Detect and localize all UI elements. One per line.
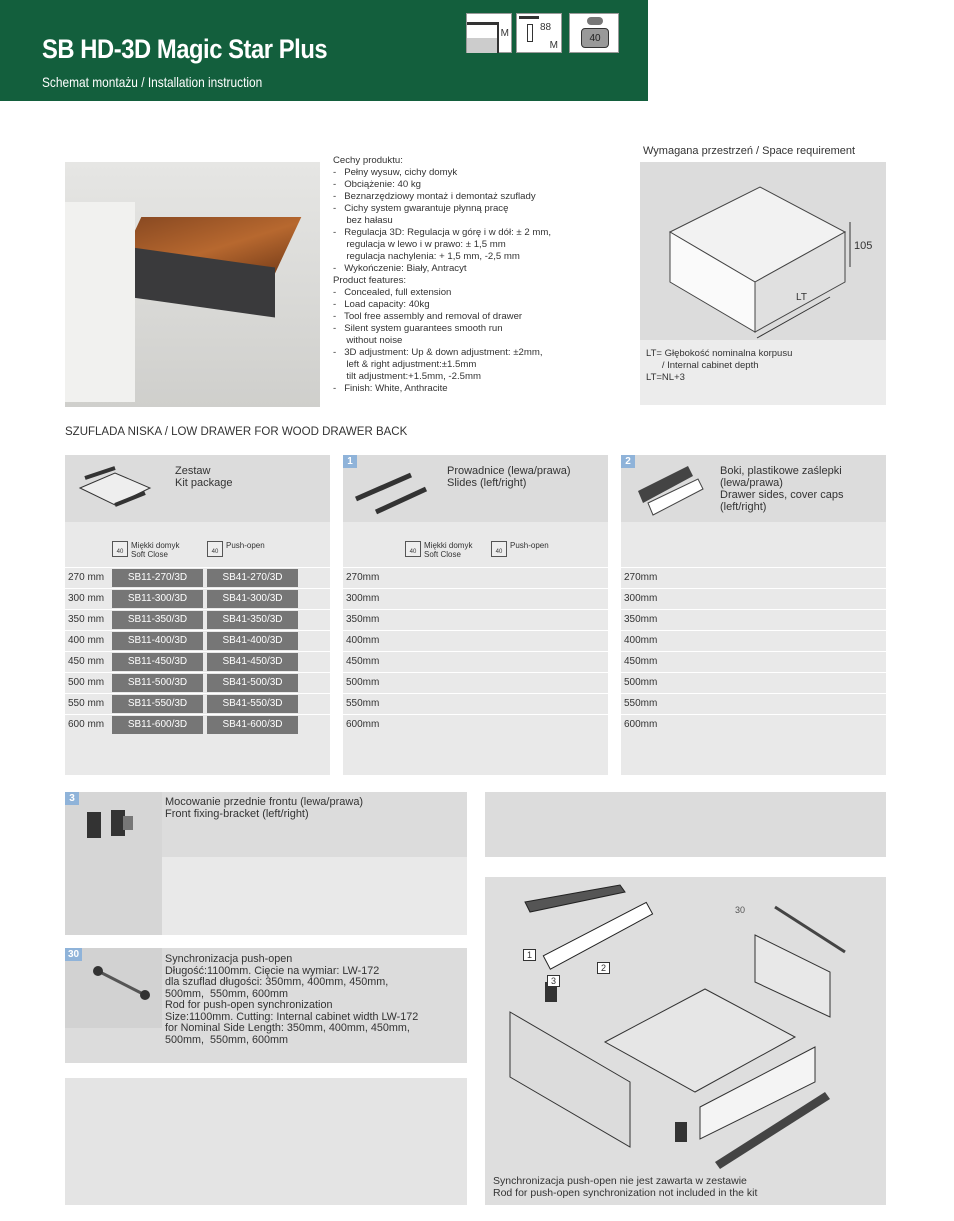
table-row <box>621 714 886 734</box>
table-row <box>65 714 330 734</box>
table-row <box>343 567 608 587</box>
feature-line: - Obciążenie: 40 kg <box>333 179 421 190</box>
section-title: SZUFLADA NISKA / LOW DRAWER FOR WOOD DRAWER BACK <box>65 426 408 438</box>
size-label: 400mm <box>346 635 380 646</box>
push-open-option <box>491 541 549 557</box>
space-heading: Wymagana przestrzeń / Space requirement <box>643 145 856 157</box>
soft-close-code: SB11-550/3D <box>112 695 203 713</box>
size-label: 450mm <box>624 656 658 667</box>
size-label: 270mm <box>624 572 658 583</box>
callout-3: 3 <box>547 975 560 987</box>
soft-label: Miękki domyk <box>131 541 180 550</box>
size-label: 600 mm <box>68 719 105 730</box>
note-line: / Internal cabinet depth <box>646 360 759 371</box>
push-open-code: SB41-270/3D <box>207 569 298 587</box>
soft-close-code: SB11-270/3D <box>112 569 203 587</box>
soft-close-code: SB11-300/3D <box>112 590 203 608</box>
table-row <box>343 651 608 671</box>
feature-line: - Wykończenie: Biały, Antracyt <box>333 263 467 274</box>
size-label: 500mm <box>346 677 380 688</box>
size-label: 350mm <box>624 614 658 625</box>
sides-header <box>621 455 886 522</box>
soft-close-option <box>405 541 472 559</box>
drawer-assembly-drawing <box>485 877 886 1177</box>
push-open-code: SB41-450/3D <box>207 653 298 671</box>
soft-close-code: SB11-400/3D <box>112 632 203 650</box>
feature-line: - Silent system guarantees smooth run <box>333 323 503 334</box>
callout-1: 1 <box>523 949 536 961</box>
bracket-title: Mocowanie przednie frontu (lewa/prawa) Front fixing-bracket (left/right) <box>165 796 364 820</box>
size-label: 500 mm <box>68 677 105 688</box>
size-label: 300mm <box>624 593 658 604</box>
note-line: LT= Głębokość nominalna korpusu <box>646 348 793 359</box>
badge-1: 1 <box>343 455 357 468</box>
table-row <box>621 651 886 671</box>
space-requirement-panel <box>640 162 886 405</box>
sync-rod-panel <box>65 948 467 1063</box>
size-label: 300mm <box>346 593 380 604</box>
front-bracket-icon <box>83 804 143 844</box>
header-banner <box>0 0 648 101</box>
table-row <box>621 693 886 713</box>
size-label: 550mm <box>624 698 658 709</box>
table-row <box>65 630 330 650</box>
table-row <box>343 693 608 713</box>
push-open-code: SB41-500/3D <box>207 674 298 692</box>
table-row <box>621 609 886 629</box>
kit-package-icon <box>75 463 155 513</box>
table-row <box>65 588 330 608</box>
exploded-diagram <box>485 877 886 1205</box>
product-photo <box>65 162 320 407</box>
feature-line: - Concealed, full extension <box>333 287 452 298</box>
page-subtitle: Schemat montażu / Installation instruction <box>42 74 263 90</box>
table-row <box>65 567 330 587</box>
size-label: 550mm <box>346 698 380 709</box>
product-features <box>333 155 623 395</box>
feature-line: - Finish: White, Anthracite <box>333 383 448 394</box>
push-label: Push-open <box>226 541 265 550</box>
empty-panel <box>485 792 886 857</box>
size-label: 300 mm <box>68 593 105 604</box>
callout-2: 2 <box>597 962 610 974</box>
slides-icon <box>351 467 431 517</box>
table-row <box>65 651 330 671</box>
size-label: 270 mm <box>68 572 105 583</box>
size-label: 450mm <box>346 656 380 667</box>
table-row <box>65 609 330 629</box>
table-row <box>343 588 608 608</box>
kit-header <box>65 455 330 522</box>
sides-panel <box>621 455 886 775</box>
feature-line: - Load capacity: 40kg <box>333 299 430 310</box>
soft-close-option <box>112 541 179 559</box>
size-label: 600mm <box>624 719 658 730</box>
push-label: Push-open <box>510 541 549 550</box>
weight-icon: 40 <box>207 541 223 557</box>
feature-line: - Pełny wysuw, cichy domyk <box>333 167 458 178</box>
table-row <box>343 714 608 734</box>
height-dimension: 105 <box>854 240 873 252</box>
feature-line: without noise <box>333 335 403 346</box>
sync-rod-description: Synchronizacja push-open Długość:1100mm. Cięcie na wymiar: LW-172 dla szuflad długości: 350mm, 400mm, 450mm, 500mm, 550mm, 600mm Rod for push-open synchronization Size:1100mm. Cutting: Internal cabinet width LW-172 for Nominal Side Length: 350mm, 400mm, 450mm, 500mm, 550mm, 600mm <box>165 953 419 1046</box>
soft-label-en: Soft Close <box>131 550 168 559</box>
feature-line: - Regulacja 3D: Regulacja w górę i w dół: ± 2 mm, <box>333 227 552 238</box>
push-open-code: SB41-600/3D <box>207 716 298 734</box>
push-open-code: SB41-350/3D <box>207 611 298 629</box>
feature-line: tilt adjustment:+1.5mm, -2.5mm <box>333 371 481 382</box>
size-label: 600mm <box>346 719 380 730</box>
badge-2: 2 <box>621 455 635 468</box>
size-label: 500mm <box>624 677 658 688</box>
feature-line: - Cichy system gwarantuje płynną pracę <box>333 203 509 214</box>
feature-line: regulacja nachylenia: + 1,5 mm, -2,5 mm <box>333 251 520 262</box>
table-row <box>621 567 886 587</box>
feature-line: Product features: <box>333 275 407 286</box>
size-label: 350mm <box>346 614 380 625</box>
space-notes <box>646 348 792 384</box>
table-row <box>343 630 608 650</box>
push-open-option <box>207 541 265 557</box>
table-row <box>621 630 886 650</box>
feature-line: left & right adjustment:±1.5mm <box>333 359 477 370</box>
callout-30: 30 <box>735 905 746 915</box>
table-row <box>621 672 886 692</box>
drawer-space-drawing <box>640 162 886 340</box>
soft-close-code: SB11-450/3D <box>112 653 203 671</box>
weight-icon: 40 <box>112 541 128 557</box>
table-row <box>343 609 608 629</box>
soft-close-code: SB11-600/3D <box>112 716 203 734</box>
slides-title: Prowadnice (lewa/prawa) Slides (left/right) <box>447 465 571 489</box>
drawer-sides-icon <box>633 461 713 517</box>
table-row <box>65 672 330 692</box>
sides-title: Boki, plastikowe zaślepki (lewa/prawa) Drawer sides, cover caps (left/right) <box>720 465 844 513</box>
empty-panel-bottom <box>65 1078 467 1205</box>
push-open-code: SB41-400/3D <box>207 632 298 650</box>
table-row <box>621 588 886 608</box>
badge-30: 30 <box>65 948 82 961</box>
page-title: SB HD-3D Magic Star Plus <box>42 34 328 64</box>
feature-line: - Tool free assembly and removal of drawer <box>333 311 523 322</box>
soft-close-code: SB11-350/3D <box>112 611 203 629</box>
badge-3: 3 <box>65 792 79 805</box>
size-label: 270mm <box>346 572 380 583</box>
slides-panel <box>343 455 608 775</box>
diagram-note: Synchronizacja push-open nie jest zawarta w zestawie Rod for push-open synchronization not included in the kit <box>493 1175 758 1199</box>
size-label: 400mm <box>624 635 658 646</box>
kit-panel <box>65 455 330 775</box>
push-open-code: SB41-550/3D <box>207 695 298 713</box>
table-row <box>65 693 330 713</box>
feature-line: Cechy produktu: <box>333 155 403 166</box>
slides-header <box>343 455 608 522</box>
note-line: LT=NL+3 <box>646 372 685 383</box>
feature-line: - Beznarzędziowy montaż i demontaż szuflady <box>333 191 536 202</box>
size-label: 400 mm <box>68 635 105 646</box>
kit-title: Zestaw Kit package <box>175 465 233 489</box>
soft-label: Miękki domyk <box>424 541 473 550</box>
push-open-code: SB41-300/3D <box>207 590 298 608</box>
space-diagram <box>640 162 886 340</box>
weight-icon: 40 <box>405 541 421 557</box>
soft-label-en: Soft Close <box>424 550 461 559</box>
size-label: 350 mm <box>68 614 105 625</box>
sync-rod-icon <box>90 963 155 1003</box>
feature-line: bez hałasu <box>333 215 393 226</box>
feature-line: - 3D adjustment: Up & down adjustment: ±2mm, <box>333 347 543 358</box>
size-label: 450 mm <box>68 656 105 667</box>
lt-label: LT <box>796 292 807 303</box>
mount-icon: M <box>466 13 512 53</box>
table-row <box>343 672 608 692</box>
feature-line: regulacja w lewo i w prawo: ± 1,5 mm <box>333 239 506 250</box>
height-icon: 88 M <box>516 13 562 53</box>
soft-close-code: SB11-500/3D <box>112 674 203 692</box>
size-label: 550 mm <box>68 698 105 709</box>
weight-icon: 40 <box>569 13 619 53</box>
weight-icon: 40 <box>491 541 507 557</box>
bracket-panel <box>65 792 467 935</box>
